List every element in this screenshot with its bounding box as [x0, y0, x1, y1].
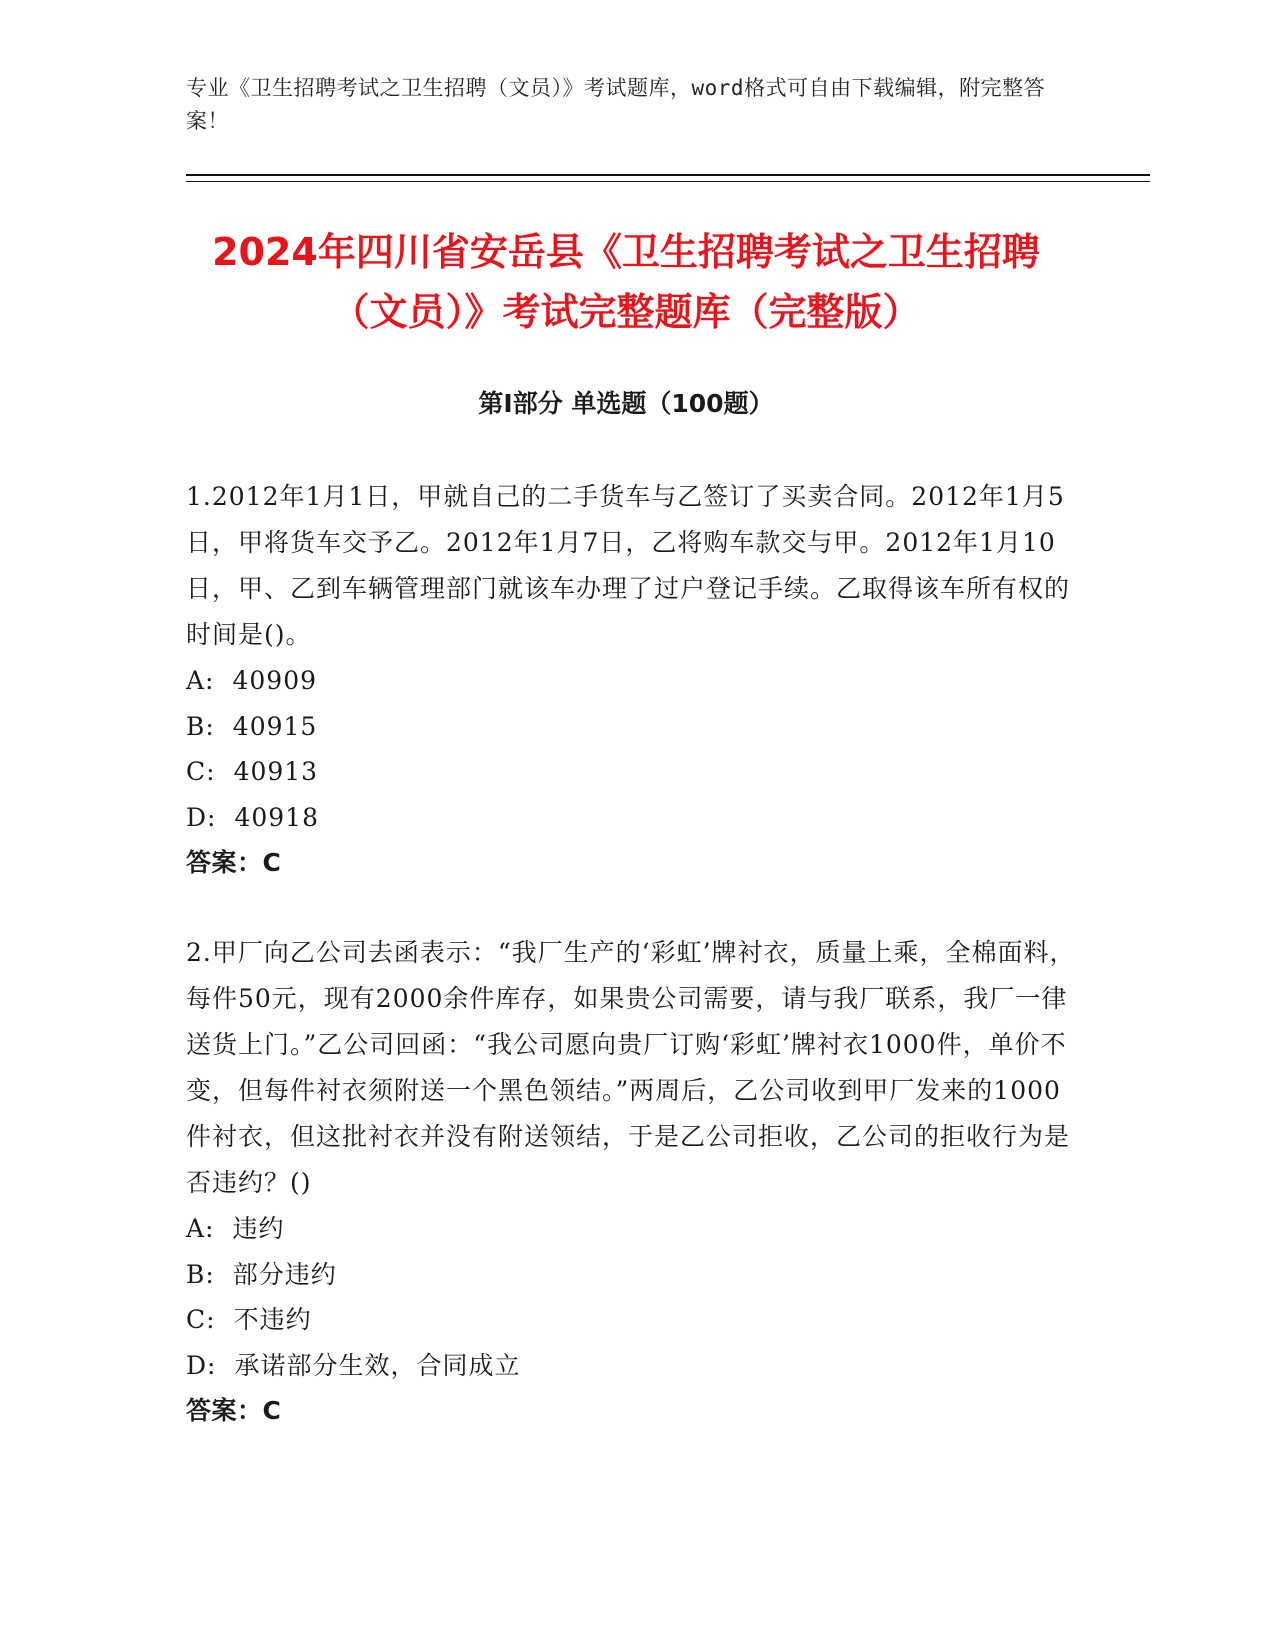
option-letter: D:: [186, 1350, 217, 1380]
option-text: 部分违约: [232, 1259, 337, 1289]
option-d: [186, 795, 1076, 841]
option-text: 不违约: [233, 1305, 312, 1334]
option-letter: A:: [186, 666, 215, 695]
question-1: [186, 474, 1076, 886]
option-text: 承诺部分生效，合同成立: [234, 1350, 521, 1380]
answer-label: 答案：C: [186, 848, 282, 877]
section-heading: 第I部分 单选题（100题）: [478, 389, 774, 418]
option-letter: B:: [186, 1259, 215, 1289]
option-a: [186, 658, 1076, 704]
header-note: 专业《卫生招聘考试之卫生招聘（文员）》考试题库，word格式可自由下载编辑，附完整答案！: [186, 76, 1046, 133]
option-text: 违约: [232, 1214, 285, 1243]
option-letter: C:: [186, 1305, 216, 1334]
option-letter: C:: [186, 757, 216, 786]
header-divider-thick: [186, 174, 1150, 176]
question-stem: 2.甲厂向乙公司去函表示：“我厂生产的‘彩虹’牌衬衣，质量上乘，全棉面料，每件50元，现有2000余件库存，如果贵公司需要，请与我厂联系，我厂一律送货上门。”乙公司回函：“我公司愿向贵厂订购‘彩虹’牌衬衣1000件，单价不变，但每件衬衣须附送一个黑色领结。”两周后，乙公司收到甲厂发来的1000件衬衣，但这批衬衣并没有附送领结，于是乙公司拒收，乙公司的拒收行为是否违约？(): [186, 938, 1076, 1197]
option-letter: B:: [186, 711, 215, 741]
option-list: [186, 658, 1076, 840]
question-stem: 1.2012年1月1日，甲就自己的二手货车与乙签订了买卖合同。2012年1月5日，甲将货车交予乙。2012年1月7日，乙将购车款交与甲。2012年1月10日，甲、乙到车辆管理部门就该车办理了过户登记手续。乙取得该车所有权的时间是()。: [186, 482, 1071, 649]
header-divider-thin: [186, 181, 1150, 182]
option-text: 40918: [234, 802, 319, 832]
option-letter: D:: [186, 802, 217, 832]
option-a: [186, 1206, 1076, 1252]
answer-label: 答案：C: [186, 1396, 282, 1425]
option-text: 40909: [232, 666, 318, 695]
option-c: [186, 1297, 1076, 1343]
question-2: [186, 930, 1076, 1434]
option-c: [186, 749, 1076, 795]
option-list: [186, 1206, 1076, 1388]
option-b: [186, 704, 1076, 750]
option-text: 40915: [232, 711, 318, 741]
option-b: [186, 1252, 1076, 1298]
option-text: 40913: [233, 757, 319, 786]
document-title: 2024年四川省安岳县《卫生招聘考试之卫生招聘（文员）》考试完整题库（完整版）: [212, 230, 1040, 334]
option-letter: A:: [186, 1214, 215, 1243]
option-d: [186, 1343, 1076, 1389]
